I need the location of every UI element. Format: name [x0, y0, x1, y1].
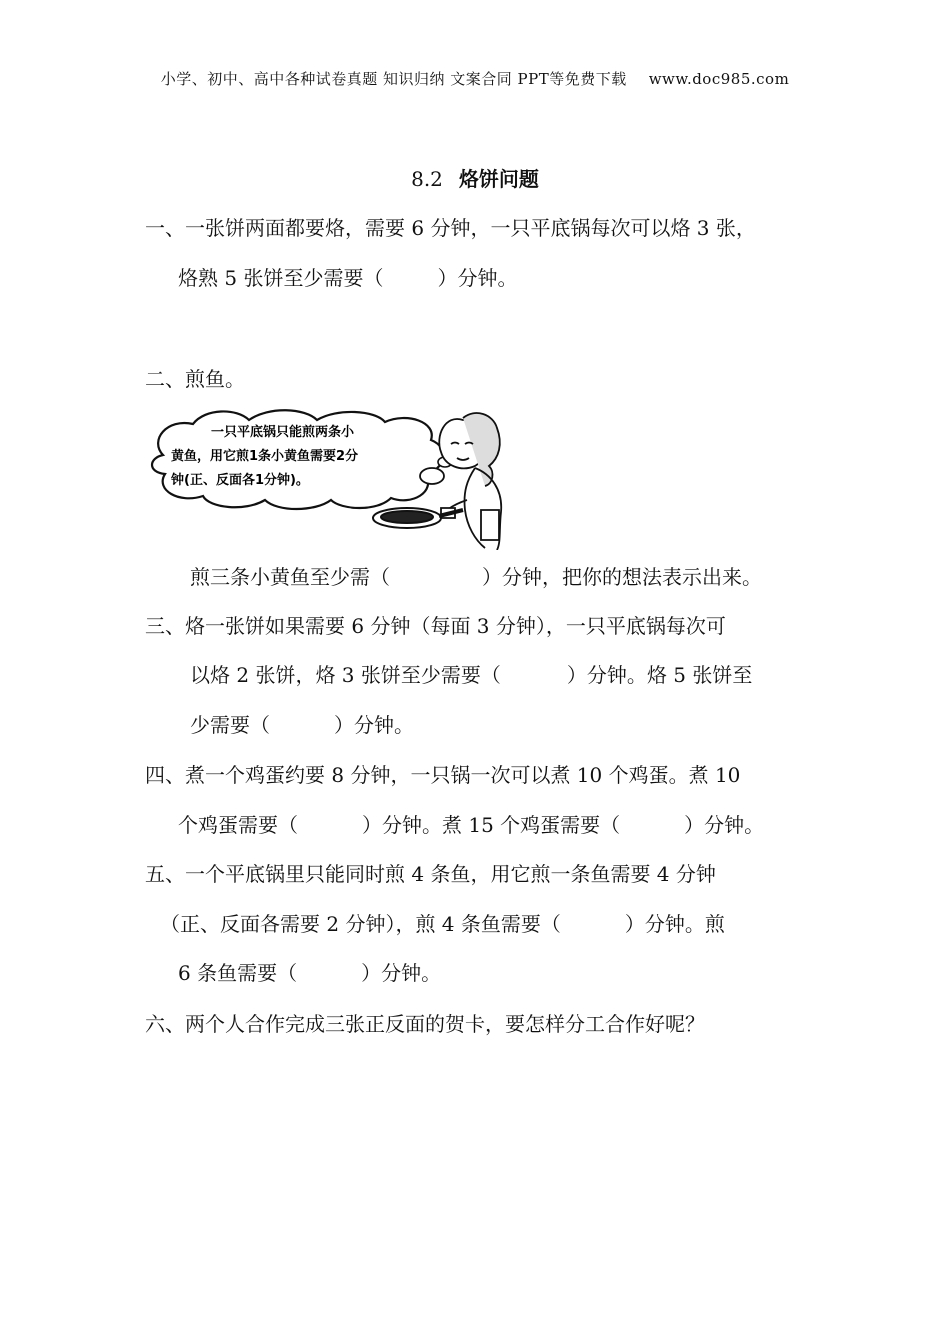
q3-line3 — [190, 712, 414, 738]
q4-line1: 四、煮一个鸡蛋约要 8 分钟，一只锅一次可以煮 10 个鸡蛋。煮 10 — [145, 763, 741, 787]
page-title — [0, 163, 950, 192]
q3-text-d: ）分钟。 — [334, 713, 414, 737]
q1-line1: 一、一张饼两面都要烙，需要 6 分钟，一只平底锅每次可以烙 3 张， — [145, 216, 756, 240]
q5-line2 — [160, 911, 725, 937]
section-title: 烙饼问题 — [458, 167, 539, 191]
q5-text-d: ）分钟。 — [361, 961, 442, 985]
q3-text-a: 以烙 2 张饼，烙 3 张饼至少需要（ — [190, 663, 501, 687]
section-number: 8.2 — [411, 167, 443, 191]
fish-frying-illustration — [145, 400, 525, 550]
q5-line3 — [178, 960, 441, 986]
q3-line2 — [190, 662, 752, 688]
q4-line2 — [178, 812, 764, 838]
woman-figure — [439, 413, 501, 550]
q5-text-a: （正、反面各需要 2 分钟），煎 4 条鱼需要（ — [160, 912, 561, 936]
q1-line2 — [178, 265, 517, 291]
q2-question — [190, 564, 762, 590]
q4-text-c: ）分钟。 — [684, 813, 765, 837]
q5-line1: 五、一个平底锅里只能同时煎 4 条鱼，用它煎一条鱼需要 4 分钟 — [145, 862, 716, 886]
header-site: www.doc985.com — [648, 70, 790, 88]
q4-text-a: 个鸡蛋需要（ — [178, 813, 298, 837]
q1-text-a: 烙熟 5 张饼至少需要（ — [178, 266, 384, 290]
small-cloud-1 — [420, 468, 444, 484]
q5-text-b: ）分钟。煎 — [624, 912, 725, 936]
bubble-line2: 黄鱼，用它煎1条小黄鱼需要2分 — [171, 449, 359, 464]
q3-line1: 三、烙一张饼如果需要 6 分钟（每面 3 分钟），一只平底锅每次可 — [145, 614, 726, 638]
bubble-line3: 钟(正、反面各1分钟)。 — [171, 473, 309, 488]
q2-text-b: ）分钟，把你的想法表示出来。 — [482, 565, 762, 589]
bubble-line1: 一只平底锅只能煎两条小 — [211, 425, 355, 440]
q3-text-b: ）分钟。烙 5 张饼至 — [566, 663, 753, 687]
q1-text-b: ）分钟。 — [437, 266, 518, 290]
page-header — [0, 68, 950, 89]
q6-text: 六、两个人合作完成三张正反面的贺卡，要怎样分工合作好呢？ — [145, 1012, 705, 1036]
q2-label: 二、煎鱼。 — [145, 367, 245, 391]
q5-text-c: 6 条鱼需要（ — [178, 961, 298, 985]
q3-text-c: 少需要（ — [190, 713, 270, 737]
q4-text-b: ）分钟。煮 15 个鸡蛋需要（ — [362, 813, 621, 837]
q2-text-a: 煎三条小黄鱼至少需（ — [190, 565, 390, 589]
header-text: 小学、初中、高中各种试卷真题 知识归纳 文案合同 PPT等免费下载 — [160, 70, 627, 88]
